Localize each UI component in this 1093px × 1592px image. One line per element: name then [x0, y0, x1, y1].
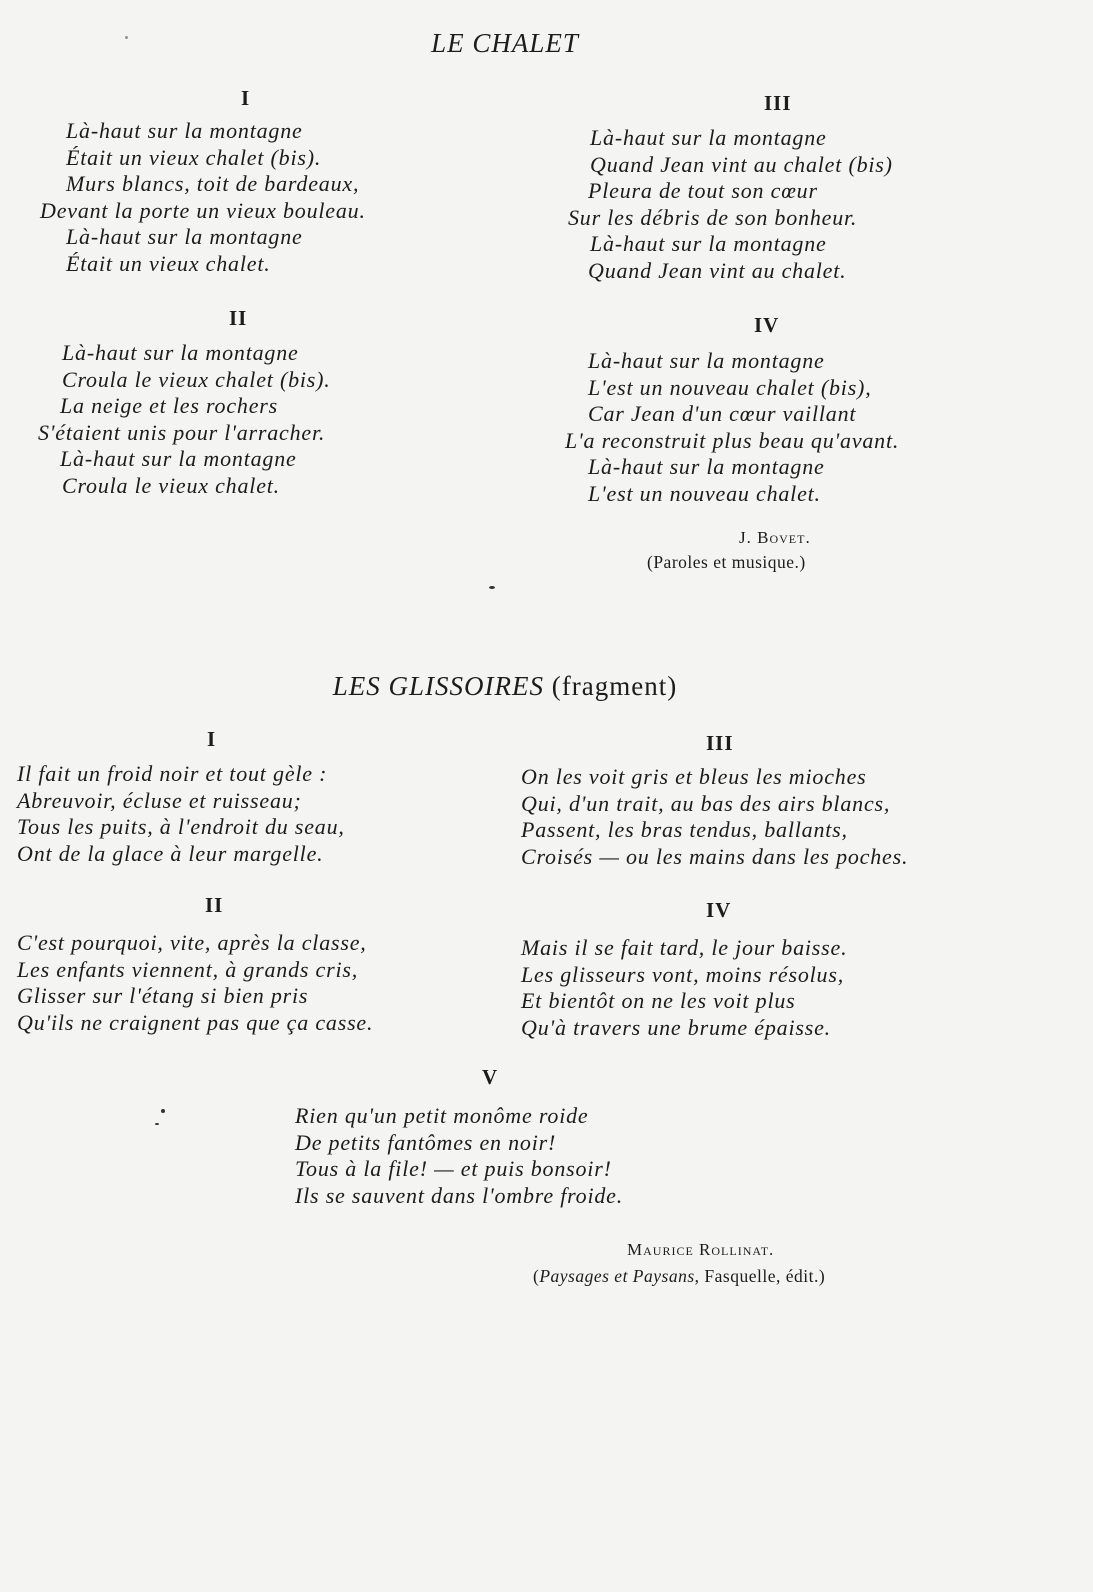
source-open: (: [533, 1266, 540, 1286]
verse-line: Croula le vieux chalet (bis).: [62, 366, 331, 392]
title-suffix: (fragment): [551, 671, 678, 701]
scan-speck: [125, 36, 128, 39]
verse-line: Qu'à travers une brume épaisse.: [521, 1014, 831, 1040]
verse-line: L'a reconstruit plus beau qu'avant.: [565, 427, 900, 453]
verse-line: Là-haut sur la montagne: [66, 118, 303, 143]
verse-line: Quand Jean vint au chalet (bis): [590, 151, 893, 177]
verse-line: Les enfants viennent, à grands cris,: [17, 956, 359, 982]
stanza-2: [17, 930, 373, 1036]
source-note: (Paroles et musique.): [647, 552, 806, 572]
stanza-4: [521, 935, 847, 1041]
verse-line: Passent, les bras tendus, ballants,: [521, 817, 848, 842]
scan-speck: [155, 1123, 159, 1125]
verse-line: De petits fantômes en noir!: [295, 1129, 557, 1155]
stanza-number: II: [229, 306, 248, 330]
stanza-number: I: [207, 727, 217, 751]
scan-speck: [489, 586, 495, 589]
verse-line: Tous à la file! — et puis bonsoir!: [295, 1156, 612, 1181]
poem-title-le-chalet: LE CHALET: [431, 28, 579, 58]
verse-line: La neige et les rochers: [60, 393, 278, 418]
stanza-3: [568, 125, 893, 284]
source-work: Paysages et Paysans: [539, 1266, 695, 1286]
stanza-number: III: [764, 91, 792, 115]
stanza-number: III: [706, 731, 734, 755]
poem-title-les-glissoires: [0, 671, 1010, 702]
verse-line: Pleura de tout son cœur: [588, 178, 818, 203]
verse-line: Et bientôt on ne les voit plus: [521, 988, 796, 1013]
verse-line: Était un vieux chalet.: [66, 250, 271, 276]
source-rest: , Fasquelle, édit.): [694, 1266, 826, 1286]
verse-line: Il fait un froid noir et tout gèle :: [17, 761, 328, 786]
stanza-1: [40, 118, 366, 277]
verse-line: Qu'ils ne craignent pas que ça casse.: [17, 1009, 374, 1035]
verse-line: Là-haut sur la montagne: [588, 454, 825, 479]
author-rollinat: Maurice Rollinat.: [627, 1240, 775, 1259]
verse-line: Ils se sauvent dans l'ombre froide.: [295, 1182, 624, 1208]
verse-line: Tous les puits, à l'endroit du seau,: [17, 814, 345, 839]
verse-line: Quand Jean vint au chalet.: [588, 257, 847, 283]
stanza-1: [17, 761, 345, 867]
verse-line: Abreuvoir, écluse et ruisseau;: [17, 787, 302, 813]
verse-line: Car Jean d'un cœur vaillant: [588, 401, 857, 426]
verse-line: Ont de la glace à leur margelle.: [17, 840, 324, 866]
verse-line: Là-haut sur la montagne: [588, 348, 825, 373]
stanza-number: IV: [754, 313, 780, 337]
verse-line: Là-haut sur la montagne: [590, 231, 827, 256]
verse-line: Croisés — ou les mains dans les poches.: [521, 843, 909, 869]
stanza-5: [295, 1103, 623, 1209]
verse-line: Sur les débris de son bonheur.: [568, 204, 858, 230]
verse-line: Là-haut sur la montagne: [62, 340, 299, 365]
scan-speck: [161, 1109, 165, 1113]
verse-line: Était un vieux chalet (bis).: [66, 144, 322, 170]
source-note: [533, 1266, 825, 1287]
stanza-3: [521, 764, 908, 870]
verse-line: L'est un nouveau chalet (bis),: [588, 374, 872, 400]
verse-line: Là-haut sur la montagne: [590, 125, 827, 150]
verse-line: Devant la porte un vieux bouleau.: [40, 197, 366, 223]
verse-line: Qui, d'un trait, au bas des airs blancs,: [521, 790, 891, 816]
verse-line: Rien qu'un petit monôme roide: [295, 1103, 589, 1128]
verse-line: Murs blancs, toit de bardeaux,: [66, 171, 360, 196]
verse-line: S'étaient unis pour l'arracher.: [38, 419, 326, 445]
stanza-2: [38, 340, 331, 499]
stanza-number: II: [205, 893, 224, 917]
stanza-number: I: [241, 86, 251, 110]
author-bovet: J. Bovet.: [739, 528, 811, 547]
verse-line: Les glisseurs vont, moins résolus,: [521, 961, 844, 987]
verse-line: Mais il se fait tard, le jour baisse.: [521, 935, 848, 960]
stanza-number: V: [482, 1065, 499, 1089]
verse-line: On les voit gris et bleus les mioches: [521, 764, 867, 789]
verse-line: Là-haut sur la montagne: [66, 224, 303, 249]
stanza-number: IV: [706, 898, 732, 922]
verse-line: L'est un nouveau chalet.: [588, 480, 821, 506]
verse-line: C'est pourquoi, vite, après la classe,: [17, 930, 367, 955]
verse-line: Là-haut sur la montagne: [60, 446, 297, 471]
title-text: LES GLISSOIRES: [332, 671, 545, 701]
stanza-4: [565, 348, 899, 507]
verse-line: Croula le vieux chalet.: [62, 472, 280, 498]
verse-line: Glisser sur l'étang si bien pris: [17, 983, 309, 1008]
